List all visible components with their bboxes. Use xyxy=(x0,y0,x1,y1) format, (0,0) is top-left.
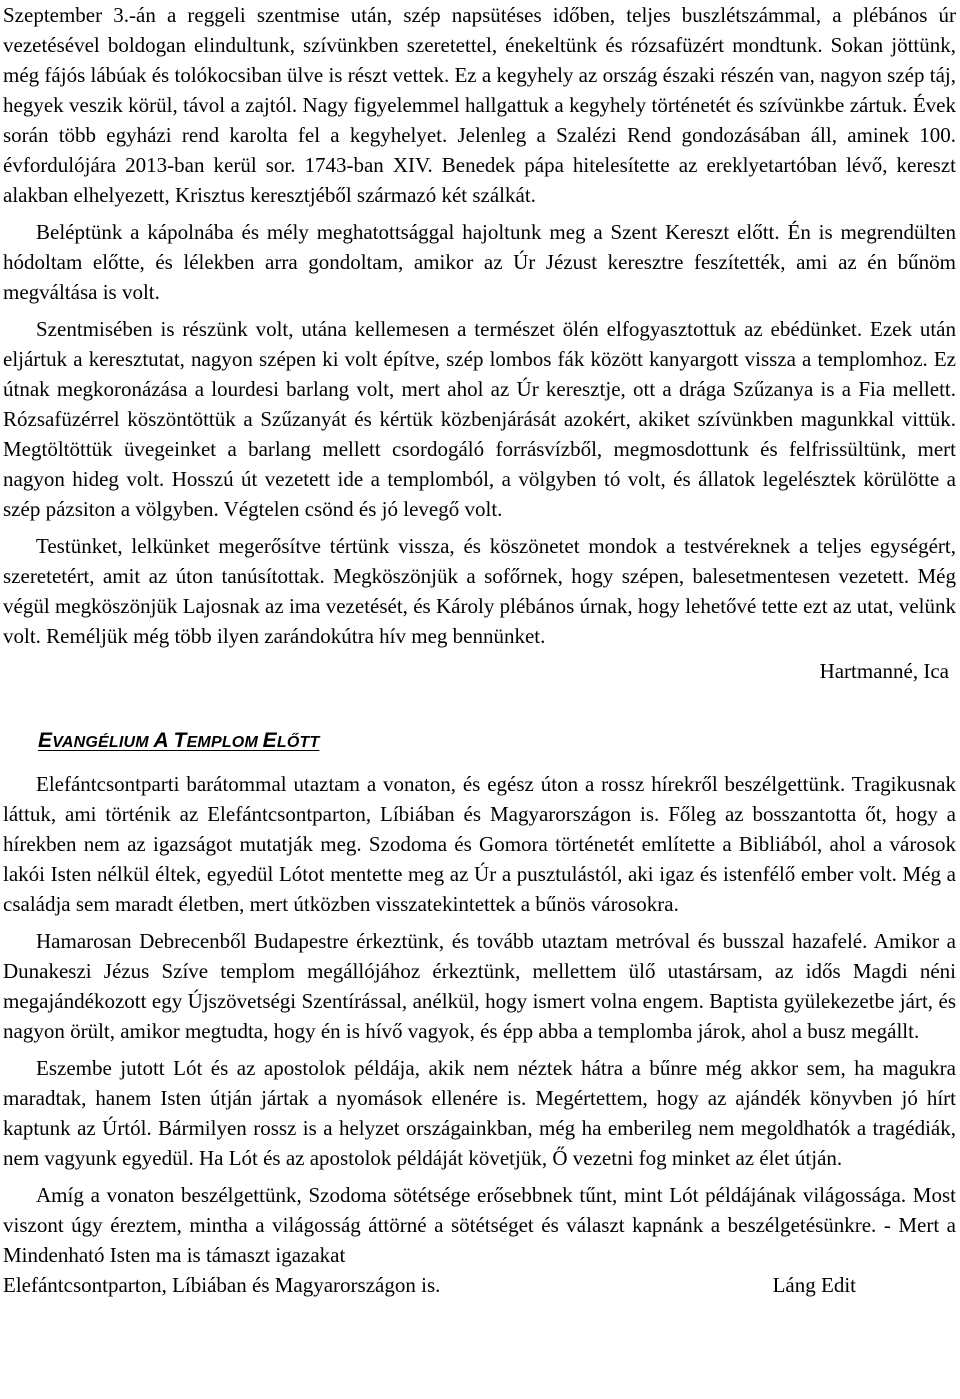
paragraph: Beléptünk a kápolnába és mély meghatottsággal hajoltunk meg a Szent Kereszt előtt. Én is megrendülten hódoltam előtte, és lélekben arra gondoltam, amikor az Úr Jézust keresztre feszítették, ami az én bűnöm megváltása is volt. xyxy=(3,220,956,304)
heading-cap: E xyxy=(262,729,277,752)
paragraph: Szentmisében is részünk volt, utána kellemesen a természet ölén elfogyasztottuk az ebédünket. Ezek után eljártuk a keresztutat, nagyon szépen ki volt építve, szép lombos fák között kanyargott vissza a templomhoz. Ez útnak megkoronázása a lourdesi barlang volt, mert ahol az Úr keresztje, ott a drága Szűzanya is a Fia mellett. Rózsafüzérrel köszöntöttük a Szűzanyát és kértük közbenjárását azokért, akiket szívünkben magunkkal vittük. Megtöltöttük üvegeinket a barlang mellett csordogáló forrásvízből, megmosdottunk és felfrissültünk, mert nagyon hideg volt. Hosszú út vezetett ide a templomból, a völgyben tó volt, és állatok legelésztek körülötte a szép pázsiton a völgyben. Végtelen csönd és jó levegő volt. xyxy=(3,317,956,521)
paragraph: Eszembe jutott Lót és az apostolok példája, akik nem néztek hátra a bűnre még akkor sem, ha magukra maradtak, hanem Isten útján jártak a nyomások ellenére is. Megértettem, hogy az ajándék könyvben jó hírt kaptunk az Úrtól. Bármilyen rossz is a helyzet országainkban, még ha emberileg nem megoldhatók a tragédiák, nem vagyunk egyedül. Ha Lót és az apostolok példáját követjük, Ő vezetni fog minket az élet útján. xyxy=(3,1056,956,1170)
heading-cap: E xyxy=(38,729,53,752)
paragraph: Amíg a vonaton beszélgettünk, Szodoma sötétsége erősebbnek tűnt, mint Lót példájának világossága. Most viszont úgy éreztem, mintha a világosság áttörné a sötétséget és választ kapnánk a beszélgetésünkre. - Mert a Mindenható Isten ma is támaszt igazakat xyxy=(3,1183,956,1267)
paragraph: Hamarosan Debrecenből Budapestre érkeztünk, és tovább utaztam metróval és busszal hazafelé. Amikor a Dunakeszi Jézus Szíve templom megállójához érkeztünk, mellettem ülő utastársam, az idős Magdi néni megajándékozott egy Újszövetségi Szentírással, anélkül, hogy ismert volna engem. Baptista gyülekezetbe járt, és nagyon örült, amikor megtudta, hogy én is hívő vagyok, és épp abba a templomba járok, ahol a busz megállt. xyxy=(3,929,956,1043)
paragraph: Testünket, lelkünket megerősítve tértünk vissza, és köszönetet mondok a testvéreknek a teljes egységért, szeretetért, amit az úton tanúsítottak. Megköszönjük a sofőrnek, hogy szépen, balesetmentesen vezetett. Még végül megköszönjük Lajosnak az ima vezetését, és Károly plébános úrnak, hogy lehetővé tette ezt az utat, velünk volt. Reméljük még több ilyen zarándokútra hív meg bennünket. xyxy=(3,534,956,648)
heading-part: LŐTT xyxy=(276,734,320,751)
heading-part: VANGÉLIUM xyxy=(52,734,149,751)
heading-part: EMPLOM xyxy=(186,734,258,751)
heading-cap: T xyxy=(173,729,187,752)
paragraph: Elefántcsontparti barátommal utaztam a vonaton, és egész úton a rossz hírekről beszélgettünk. Tragikusnak láttuk, ami történik az Elefántcsontparton, Líbiában és Magyarországon is. Főleg az bosszantotta őt, hogy a hírekben nem az igazságot mutatják meg. Szodoma és Gomora történetét említette a Bibliából, ahol a városok lakói Isten nélkül éltek, egyedül Lótot mentette meg az Úr a pusztulástól, aki igaz és istenfélő ember volt. Még a családja sem maradt életben, mert útközben visszatekintettek a bűnös városokra. xyxy=(3,772,956,916)
closing-text: Elefántcsontparton, Líbiában és Magyarországon is. xyxy=(3,1273,441,1297)
heading-cap: A xyxy=(153,729,169,752)
section-heading xyxy=(38,728,956,756)
author-signature: Láng Edit xyxy=(772,1273,856,1297)
author-signature: Hartmanné, Ica xyxy=(819,659,949,683)
paragraph: Szeptember 3.-án a reggeli szentmise után, szép napsütéses időben, teljes buszlétszámmal, a plébános úr vezetésével boldogan elindultunk, szívünkben szeretettel, énekeltünk és rózsafüzért mondtunk. Sokan jöttünk, még fájós lábúak és tolókocsiban ülve is részt vettek. Ez a kegyhely az ország északi részén van, nagyon szép táj, hegyek veszik körül, távol a zajtól. Nagy figyelemmel hallgattuk a kegyhely történetét és szívünkbe zártuk. Évek során több egyházi rend karolta fel a kegyhelyet. Jelenleg a Szalézi Rend gondozásában áll, aminek 100. évfordulójára 2013-ban kerül sor. 1743-ban XIV. Benedek pápa hitelesítette az ereklyetartóban lévő, kereszt alakban elhelyezett, Krisztus keresztjéből származó két szálkát. xyxy=(3,3,956,207)
closing-line xyxy=(3,1270,956,1300)
